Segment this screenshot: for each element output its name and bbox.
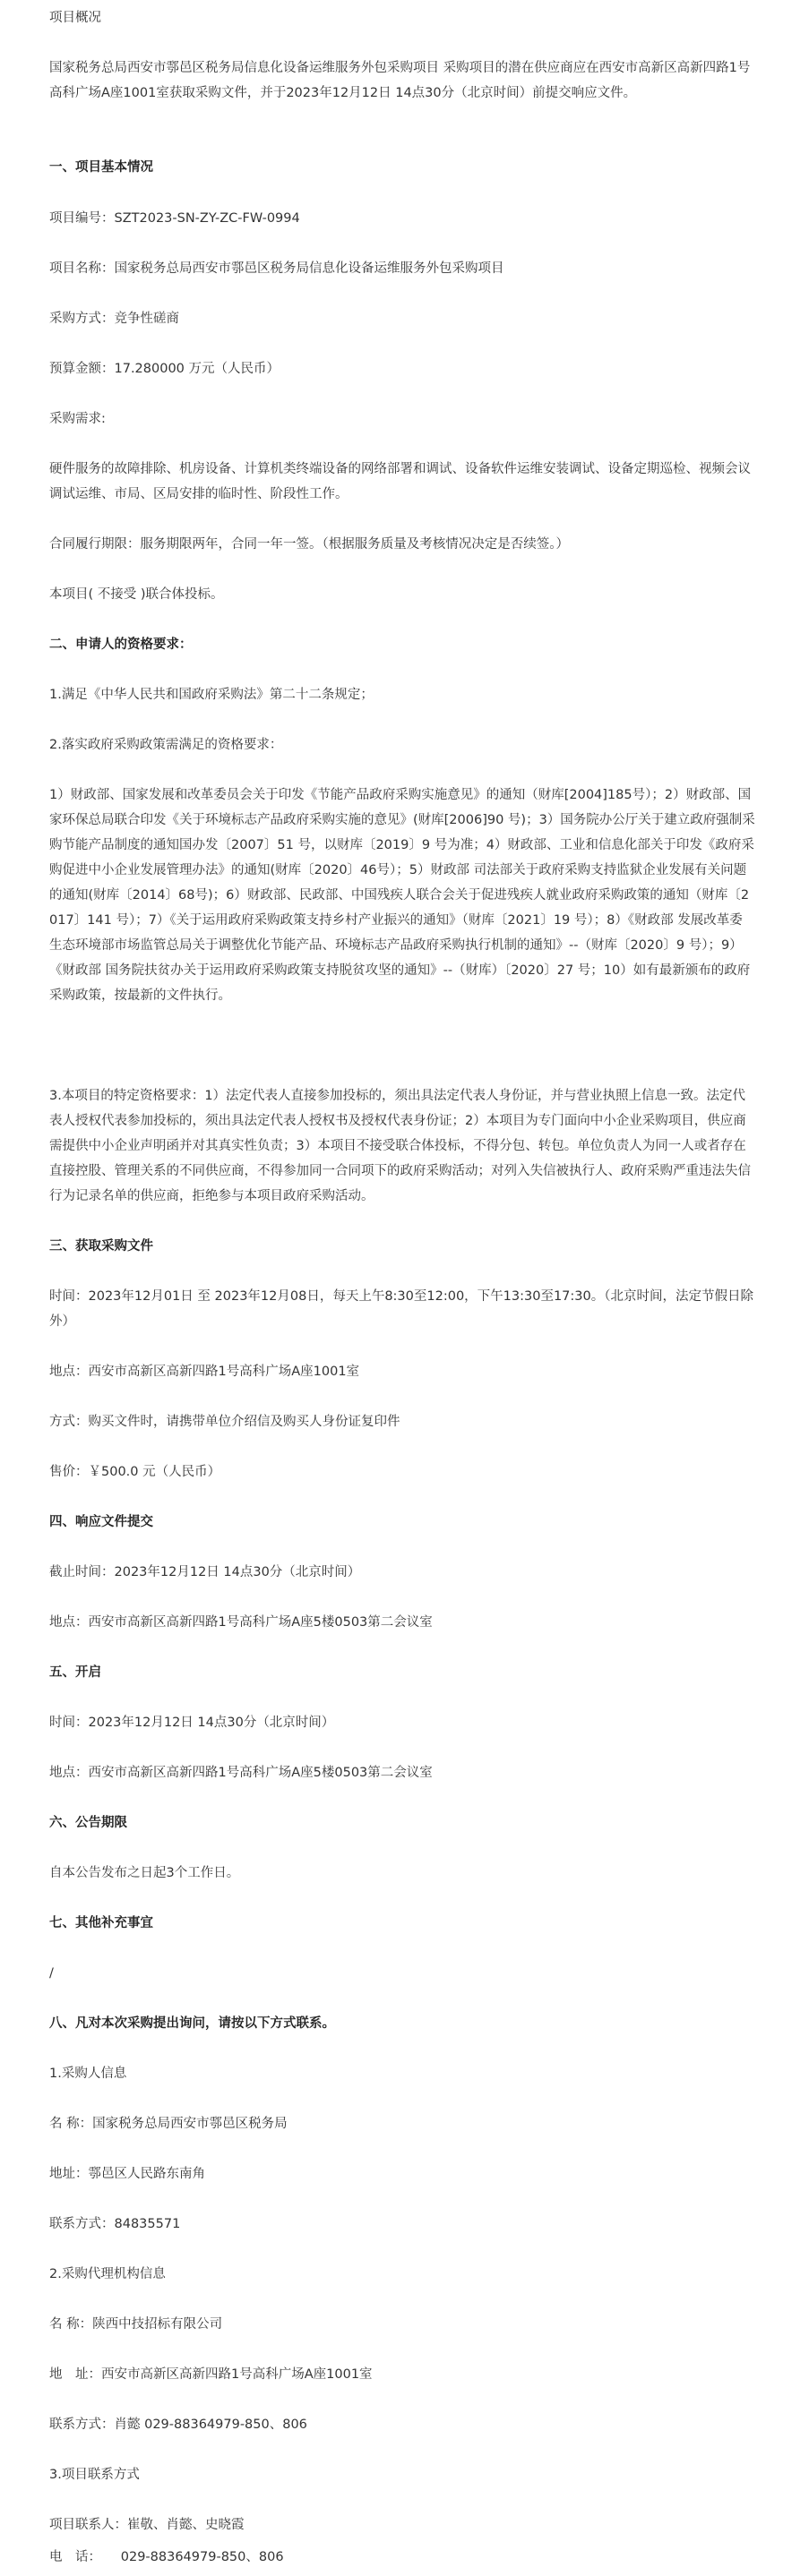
qualification-item-2: 2.落实政府采购政策需满足的资格要求： — [49, 738, 283, 752]
buyer-name: 名 称：国家税务总局西安市鄠邑区税务局 — [49, 2117, 288, 2131]
overview-text: 国家税务总局西安市鄠邑区税务局信息化设备运维服务外包采购项目 采购项目的潜在供应商应在西安市高新区高新四路1号高科广场A座1001室获取采购文件，并于2023年12月12日 14点30分（北京时间）前提交响应文件。 — [49, 61, 751, 100]
contact-info-title: 3.项目联系方式 — [49, 2468, 140, 2482]
demand-text: 硬件服务的故障排除、机房设备、计算机类终端设备的网络部署和调试、设备软件运维安装调试、设备定期巡检、视频会议调试运维、市局、区局安排的临时性、阶段性工作。 — [49, 462, 751, 501]
document-time: 时间：2023年12月01日 至 2023年12月08日，每天上午8:30至12:00，下午13:30至17:30。（北京时间，法定节假日除外） — [49, 1289, 753, 1329]
project-name: 项目名称：国家税务总局西安市鄠邑区税务局信息化设备运维服务外包采购项目 — [49, 261, 504, 276]
contact-phone: 电 话： 029-88364979-850、806 — [49, 2550, 284, 2564]
notice-period: 自本公告发布之日起3个工作日。 — [49, 1866, 240, 1880]
section4-heading: 四、响应文件提交 — [49, 1515, 153, 1529]
consortium-note: 本项目( 不接受 )联合体投标。 — [49, 587, 224, 602]
section7-heading: 七、其他补充事宜 — [49, 1916, 153, 1930]
contact-person: 项目联系人：崔敬、肖懿、史晓霞 — [49, 2518, 245, 2532]
buyer-info-title: 1.采购人信息 — [49, 2067, 127, 2081]
budget-amount: 预算金额：17.280000 万元（人民币） — [49, 362, 280, 376]
agency-name: 名 称：陕西中技招标有限公司 — [49, 2317, 223, 2332]
procurement-method: 采购方式：竞争性磋商 — [49, 312, 179, 326]
buyer-phone: 联系方式：84835571 — [49, 2217, 181, 2231]
section3-heading: 三、获取采购文件 — [49, 1239, 153, 1254]
qualification-item-3: 3.本项目的特定资格要求：1）法定代表人直接参加投标的，须出具法定代表人身份证，并与营业执照上信息一致。法定代表人授权代表参加投标的，须出具法定代表人授权书及授权代表身份证；2）本项目为专门面向中小企业采购项目，供应商需提供中小企业声明函并对其真实性负责；3）本项目不接受联合体投标，不得分包、转包。单位负责人为同一人或者存在直接控股、管理关系的不同供应商，不得参加同一合同项下的政府采购活动；对列入失信被执行人、政府采购严重违法失信行为记录名单的供应商，拒绝参与本项目政府采购活动。 — [49, 1089, 751, 1203]
submission-place: 地点：西安市高新区高新四路1号高科广场A座5楼0503第二会议室 — [49, 1615, 433, 1630]
document-price: 售价：￥500.0 元（人民币） — [49, 1465, 221, 1479]
section1-heading: 一、项目基本情况 — [49, 160, 153, 175]
project-number: 项目编号：SZT2023-SN-ZY-ZC-FW-0994 — [49, 211, 300, 226]
overview-title: 项目概况 — [49, 11, 101, 25]
document-place: 地点：西安市高新区高新四路1号高科广场A座1001室 — [49, 1365, 360, 1379]
section6-heading: 六、公告期限 — [49, 1816, 127, 1830]
contract-period: 合同履行期限：服务期限两年，合同一年一签。（根据服务质量及考核情况决定是否续签。） — [49, 537, 569, 552]
policy-list: 1）财政部、国家发展和改革委员会关于印发《节能产品政府采购实施意见》的通知（财库[2004]185号）；2）财政部、国家环保总局联合印发《关于环境标志产品政府采购实施的意见》(财库[2006]90 号)；3）国务院办公厅关于建立政府强制采购节能产品制度的通知国办发〔2007〕51 号，以财库〔2019〕9 号为准；4）财政部、工业和信息化部关于印发《政府采购促进中小企业发展管理办法》的通知(财库〔2020〕46号）；5）财政部 司法部关于政府采购支持监狱企业发展有关问题的通知(财库〔2014〕68号)；6）财政部、民政部、中国残疾人联合会关于促进残疾人就业政府采购政策的通知（财库〔2017〕141 号）；7）《关于运用政府采购政策支持乡村产业振兴的通知》（财库〔2021〕19 号）；8）《财政部 发展改革委 生态环境部市场监管总局关于调整优化节能产品、环境标志产品政府采购执行机制的通知》--（财库〔2020〕9 号）；9）《财政部 国务院扶贫办关于运用政府采购政策支持脱贫攻坚的通知》--（财库）〔2020〕27 号；10）如有最新颁布的政府采购政策，按最新的文件执行。 — [49, 788, 755, 1003]
opening-place: 地点：西安市高新区高新四路1号高科广场A座5楼0503第二会议室 — [49, 1766, 433, 1780]
qualification-item-1: 1.满足《中华人民共和国政府采购法》第二十二条规定； — [49, 688, 374, 702]
section8-heading: 八、凡对本次采购提出询问，请按以下方式联系。 — [49, 2016, 335, 2031]
section5-heading: 五、开启 — [49, 1665, 101, 1680]
submission-deadline: 截止时间：2023年12月12日 14点30分（北京时间） — [49, 1565, 361, 1579]
opening-time: 时间：2023年12月12日 14点30分（北京时间） — [49, 1716, 335, 1730]
buyer-address: 地址：鄠邑区人民路东南角 — [49, 2167, 205, 2181]
demand-label: 采购需求: — [49, 412, 106, 426]
agency-info-title: 2.采购代理机构信息 — [49, 2267, 166, 2281]
agency-address: 地 址：西安市高新区高新四路1号高科广场A座1001室 — [49, 2367, 373, 2382]
document-way: 方式：购买文件时，请携带单位介绍信及购买人身份证复印件 — [49, 1415, 400, 1429]
section2-heading: 二、申请人的资格要求： — [49, 638, 193, 652]
agency-phone: 联系方式：肖懿 029-88364979-850、806 — [49, 2418, 307, 2432]
other-matters: / — [49, 1966, 54, 1981]
